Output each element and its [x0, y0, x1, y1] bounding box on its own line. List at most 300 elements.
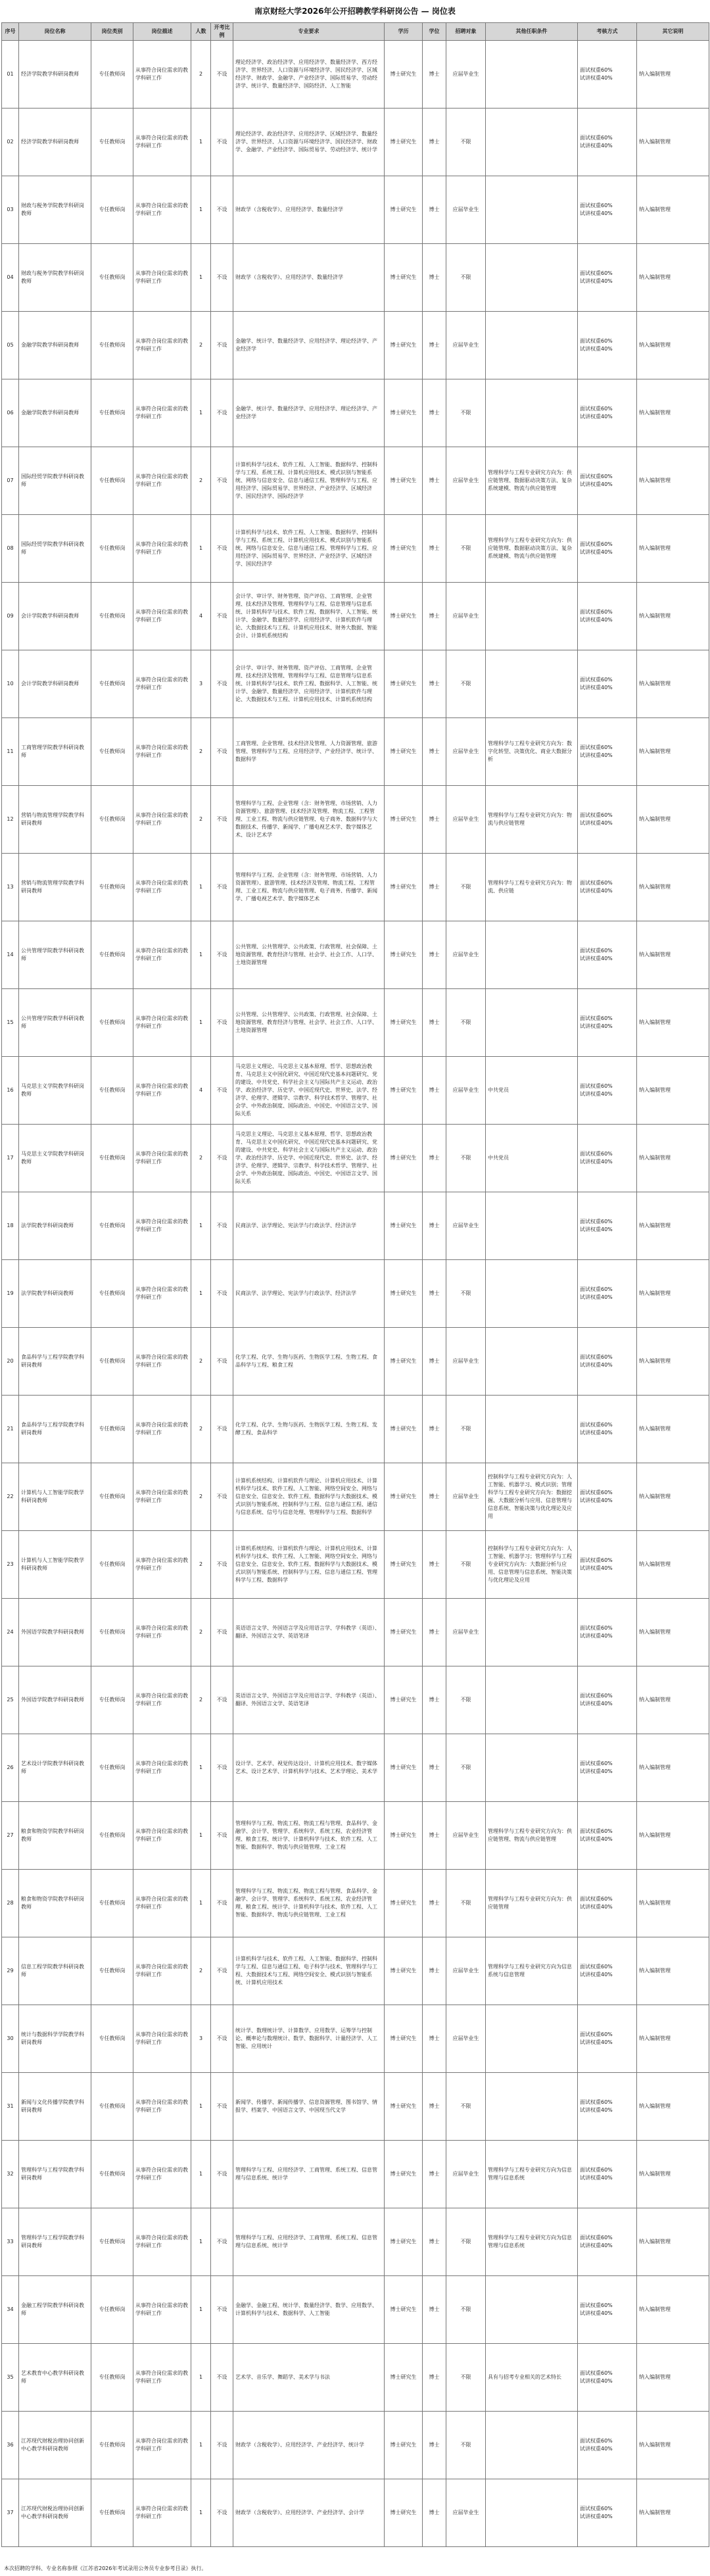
- cell-name: 国际经贸学院教学科研岗教师: [19, 447, 91, 515]
- cell-major: 统计学、数理统计学、计算数学、应用数学、运筹学与控制论、概率论与数理统计、数学、数据科学、计量经济学、人工智能、应用统计: [233, 2005, 385, 2073]
- table-row: [2, 244, 709, 312]
- cell-description: 从事符合岗位需求的教学科研工作: [133, 1734, 191, 1802]
- cell-other: 管理科学与工程专业研究方向为信息系统与信息管理: [486, 1937, 578, 2005]
- cell-memo: 纳入编制管理: [637, 2479, 709, 2547]
- cell-no: 14: [2, 921, 19, 989]
- cell-major: 财政学（含税收学）、应用经济学、数量经济学: [233, 176, 385, 244]
- cell-degree: 博士: [423, 1802, 446, 1870]
- table-row: [2, 109, 709, 176]
- cell-exam: 面试权重60% 试讲权重40%: [578, 1802, 637, 1870]
- cell-other: 管理科学与工程专业研究方向为：数字化转型、决策优化、商业大数据分析: [486, 718, 578, 786]
- cell-category: 专任教师岗: [91, 1937, 133, 2005]
- cell-description: 从事符合岗位需求的教学科研工作: [133, 515, 191, 583]
- table-row: [2, 1599, 709, 1666]
- cell-name: 法学院教学科研岗教师: [19, 1192, 91, 1260]
- cell-name: 财政与税务学院教学科研岗教师: [19, 244, 91, 312]
- cell-other: [486, 312, 578, 379]
- cell-degree: 博士: [423, 786, 446, 854]
- cell-name: 外国语学院教学科研岗教师: [19, 1666, 91, 1734]
- cell-exam: 面试权重60% 试讲权重40%: [578, 1463, 637, 1531]
- cell-name: 粮食和物资学院教学科研岗教师: [19, 1870, 91, 1937]
- cell-degree: 博士: [423, 1125, 446, 1192]
- cell-ratio: 不设: [211, 1599, 233, 1666]
- cell-target: 不限: [446, 2073, 486, 2141]
- cell-target: 应届毕业生: [446, 583, 486, 650]
- cell-ratio: 不设: [211, 1734, 233, 1802]
- cell-education: 博士研究生: [385, 2276, 423, 2344]
- cell-name: 金融工程学院教学科研岗教师: [19, 2276, 91, 2344]
- positions-table: [1, 22, 709, 2547]
- cell-memo: 纳入编制管理: [637, 1599, 709, 1666]
- cell-exam: 面试权重60% 试讲权重40%: [578, 515, 637, 583]
- cell-description: 从事符合岗位需求的教学科研工作: [133, 2005, 191, 2073]
- cell-category: 专任教师岗: [91, 1396, 133, 1463]
- table-header-row: [2, 23, 709, 41]
- cell-category: 专任教师岗: [91, 312, 133, 379]
- cell-degree: 博士: [423, 1260, 446, 1328]
- cell-major: 民商法学、法学理论、宪法学与行政法学、经济法学: [233, 1260, 385, 1328]
- cell-count: 1: [191, 921, 211, 989]
- cell-exam: 面试权重60% 试讲权重40%: [578, 1870, 637, 1937]
- cell-exam: 面试权重60% 试讲权重40%: [578, 2276, 637, 2344]
- cell-description: 从事符合岗位需求的教学科研工作: [133, 921, 191, 989]
- cell-category: 专任教师岗: [91, 2479, 133, 2547]
- cell-other: [486, 921, 578, 989]
- table-row: [2, 786, 709, 854]
- cell-ratio: 不设: [211, 1937, 233, 2005]
- cell-degree: 博士: [423, 854, 446, 921]
- cell-other: [486, 2412, 578, 2479]
- cell-exam: 面试权重60% 试讲权重40%: [578, 2412, 637, 2479]
- cell-degree: 博士: [423, 2208, 446, 2276]
- cell-degree: 博士: [423, 1531, 446, 1599]
- cell-degree: 博士: [423, 2005, 446, 2073]
- cell-major: 管理科学与工程、物流工程、物流工程与管理、食品科学、金融学、会计学、管理学、系统科学、系统工程、农业经济管理、粮食工程、统计学、计算机科学与技术、软件工程、人工智能、数据科学、物流与供应链管理、工业工程: [233, 1870, 385, 1937]
- cell-description: 从事符合岗位需求的教学科研工作: [133, 650, 191, 718]
- table-row: [2, 1666, 709, 1734]
- table-row: [2, 1937, 709, 2005]
- header-memo: 其它说明: [637, 23, 709, 41]
- cell-major: 艺术学、音乐学、舞蹈学、美术学与书法: [233, 2344, 385, 2412]
- cell-name: 公共管理学院教学科研岗教师: [19, 989, 91, 1057]
- cell-degree: 博士: [423, 2276, 446, 2344]
- cell-category: 专任教师岗: [91, 1599, 133, 1666]
- cell-major: 化学工程、化学、生物与医药、生物医学工程、生物工程、发酵工程、食品科学: [233, 1396, 385, 1463]
- cell-degree: 博士: [423, 515, 446, 583]
- cell-other: [486, 379, 578, 447]
- cell-exam: 面试权重60% 试讲权重40%: [578, 447, 637, 515]
- cell-target: 应届毕业生: [446, 1328, 486, 1396]
- cell-major: 计算机系统结构、计算机软件与理论、计算机应用技术、计算机科学与技术、软件工程、人工智能、网络空间安全、网络与信息安全、信息安全、软件工程、数据科学与大数据技术、模式识别与智能系统、控制科学与工程、信息与通信工程、管理科学与工程、数据科学: [233, 1531, 385, 1599]
- cell-exam: 面试权重60% 试讲权重40%: [578, 2208, 637, 2276]
- cell-major: 管理科学与工程、物流工程、物流工程与管理、食品科学、金融学、会计学、管理学、系统科学、系统工程、农业经济管理、粮食工程、统计学、计算机科学与技术、软件工程、人工智能、数据科学、物流与供应链管理、工业工程: [233, 1802, 385, 1870]
- cell-ratio: 不设: [211, 515, 233, 583]
- cell-memo: 纳入编制管理: [637, 2141, 709, 2208]
- cell-category: 专任教师岗: [91, 379, 133, 447]
- cell-major: 会计学、审计学、财务管理、资产评估、工商管理、企业管理、技术经济及管理、管理科学与工程、信息管理与信息系统、计算机科学与技术、软件工程、数据科学、人工智能、统计学、金融学、数量经济学、应用经济学、计算机软件与理论、大数据技术与工程、计算机应用技术、财务大数据、智能会计、计算机系统结构: [233, 583, 385, 650]
- cell-memo: 纳入编制管理: [637, 718, 709, 786]
- cell-memo: 纳入编制管理: [637, 41, 709, 109]
- cell-exam: 面试权重60% 试讲权重40%: [578, 1328, 637, 1396]
- cell-exam: 面试权重60% 试讲权重40%: [578, 1057, 637, 1125]
- cell-memo: 纳入编制管理: [637, 244, 709, 312]
- cell-education: 博士研究生: [385, 2208, 423, 2276]
- cell-memo: 纳入编制管理: [637, 2208, 709, 2276]
- table-body: [2, 41, 709, 2547]
- cell-count: 1: [191, 2344, 211, 2412]
- cell-education: 博士研究生: [385, 854, 423, 921]
- cell-category: 专任教师岗: [91, 2141, 133, 2208]
- cell-description: 从事符合岗位需求的教学科研工作: [133, 989, 191, 1057]
- cell-description: 从事符合岗位需求的教学科研工作: [133, 1260, 191, 1328]
- cell-name: 粮食和物资学院教学科研岗教师: [19, 1802, 91, 1870]
- cell-description: 从事符合岗位需求的教学科研工作: [133, 1328, 191, 1396]
- cell-exam: 面试权重60% 试讲权重40%: [578, 1531, 637, 1599]
- cell-major: 设计学、艺术学、视觉传达设计、计算机应用技术、数字媒体艺术、设计艺术学、计算机科学与技术、艺术学理论、美术学: [233, 1734, 385, 1802]
- cell-no: 37: [2, 2479, 19, 2547]
- cell-ratio: 不设: [211, 41, 233, 109]
- header-description: 岗位描述: [133, 23, 191, 41]
- cell-category: 专任教师岗: [91, 1125, 133, 1192]
- cell-exam: 面试权重60% 试讲权重40%: [578, 379, 637, 447]
- table-row: [2, 515, 709, 583]
- cell-name: 外国语学院教学科研岗教师: [19, 1599, 91, 1666]
- cell-education: 博士研究生: [385, 1599, 423, 1666]
- cell-no: 28: [2, 1870, 19, 1937]
- cell-category: 专任教师岗: [91, 989, 133, 1057]
- cell-description: 从事符合岗位需求的教学科研工作: [133, 1599, 191, 1666]
- table-row: [2, 1396, 709, 1463]
- cell-ratio: 不设: [211, 854, 233, 921]
- cell-category: 专任教师岗: [91, 718, 133, 786]
- cell-count: 2: [191, 1937, 211, 2005]
- cell-description: 从事符合岗位需求的教学科研工作: [133, 718, 191, 786]
- cell-exam: 面试权重60% 试讲权重40%: [578, 1192, 637, 1260]
- table-row: [2, 1531, 709, 1599]
- cell-other: [486, 109, 578, 176]
- cell-degree: 博士: [423, 1870, 446, 1937]
- cell-no: 27: [2, 1802, 19, 1870]
- cell-category: 专任教师岗: [91, 1260, 133, 1328]
- cell-target: 应届毕业生: [446, 1802, 486, 1870]
- table-row: [2, 2412, 709, 2479]
- header-exam: 考核方式: [578, 23, 637, 41]
- cell-exam: 面试权重60% 试讲权重40%: [578, 1666, 637, 1734]
- cell-memo: 纳入编制管理: [637, 2005, 709, 2073]
- cell-no: 24: [2, 1599, 19, 1666]
- cell-ratio: 不设: [211, 2344, 233, 2412]
- cell-name: 计算机与人工智能学院教学科研岗教师: [19, 1463, 91, 1531]
- cell-no: 05: [2, 312, 19, 379]
- cell-memo: 纳入编制管理: [637, 2412, 709, 2479]
- cell-name: 工商管理学院教学科研岗教师: [19, 718, 91, 786]
- cell-target: 不限: [446, 2344, 486, 2412]
- cell-major: 英语语言文学、外国语言学及应用语言学、学科教学（英语）、翻译、外国语言文学、英语笔译: [233, 1666, 385, 1734]
- cell-target: 应届毕业生: [446, 1057, 486, 1125]
- cell-memo: 纳入编制管理: [637, 176, 709, 244]
- cell-major: 化学工程、化学、生物与医药、生物医学工程、生物工程、食品科学与工程、粮食工程: [233, 1328, 385, 1396]
- cell-count: 1: [191, 379, 211, 447]
- cell-category: 专任教师岗: [91, 515, 133, 583]
- table-row: [2, 2276, 709, 2344]
- cell-degree: 博士: [423, 41, 446, 109]
- cell-ratio: 不设: [211, 2005, 233, 2073]
- cell-ratio: 不设: [211, 1531, 233, 1599]
- cell-target: 应届毕业生: [446, 312, 486, 379]
- cell-name: 马克思主义学院教学科研岗教师: [19, 1125, 91, 1192]
- cell-degree: 博士: [423, 109, 446, 176]
- cell-name: 计算机与人工智能学院教学科研岗教师: [19, 1531, 91, 1599]
- cell-major: 英语语言文学、外国语言学及应用语言学、学科教学（英语）、翻译、外国语言文学、英语笔译: [233, 1599, 385, 1666]
- cell-ratio: 不设: [211, 2276, 233, 2344]
- cell-target: 不限: [446, 2208, 486, 2276]
- cell-other: 管理科学与工程专业研究方向为信息管理与信息系统: [486, 2141, 578, 2208]
- cell-exam: 面试权重60% 试讲权重40%: [578, 2141, 637, 2208]
- table-row: [2, 1057, 709, 1125]
- cell-name: 艺术教育中心教学科研岗教师: [19, 2344, 91, 2412]
- cell-name: 新闻与文化传播学院教学科研岗教师: [19, 2073, 91, 2141]
- cell-target: 不限: [446, 515, 486, 583]
- cell-no: 03: [2, 176, 19, 244]
- cell-ratio: 不设: [211, 1870, 233, 1937]
- cell-exam: 面试权重60% 试讲权重40%: [578, 718, 637, 786]
- cell-count: 1: [191, 1192, 211, 1260]
- table-row: [2, 1463, 709, 1531]
- cell-major: 计算机科学与技术、软件工程、人工智能、数据科学、控制科学与工程、系统工程、计算机应用技术、模式识别与智能系统、网络与信息安全、信息与通信工程、管理科学与工程、应用经济学、国际贸易学、世界经济、产业经济学、区域经济学、国民经济学、国际经济学: [233, 447, 385, 515]
- cell-name: 食品科学与工程学院教学科研岗教师: [19, 1328, 91, 1396]
- cell-education: 博士研究生: [385, 379, 423, 447]
- table-row: [2, 1260, 709, 1328]
- cell-major: 马克思主义理论、马克思主义基本原理、哲学、思想政治教育、马克思主义中国化研究、中国近现代史基本问题研究、党的建设、中共党史、科学社会主义与国际共产主义运动、政治学、政治经济学、历史学、中国近现代史、世界史、法学、经济学、伦理学、逻辑学、宗教学、科学技术哲学、管理学、社会学、中外政治制度、国际政治、中国史、中国语言文学、国际关系: [233, 1057, 385, 1125]
- cell-education: 博士研究生: [385, 2479, 423, 2547]
- cell-category: 专任教师岗: [91, 650, 133, 718]
- cell-count: 2: [191, 1328, 211, 1396]
- cell-ratio: 不设: [211, 1057, 233, 1125]
- cell-target: 应届毕业生: [446, 786, 486, 854]
- cell-memo: 纳入编制管理: [637, 1531, 709, 1599]
- cell-name: 法学院教学科研岗教师: [19, 1260, 91, 1328]
- cell-degree: 博士: [423, 583, 446, 650]
- header-education: 学历: [385, 23, 423, 41]
- cell-other: [486, 2073, 578, 2141]
- cell-memo: 纳入编制管理: [637, 1463, 709, 1531]
- cell-no: 36: [2, 2412, 19, 2479]
- cell-target: 应届毕业生: [446, 2141, 486, 2208]
- cell-exam: 面试权重60% 试讲权重40%: [578, 1125, 637, 1192]
- cell-major: 金融学、统计学、数量经济学、应用经济学、理论经济学、产业经济学: [233, 379, 385, 447]
- table-row: [2, 1192, 709, 1260]
- cell-memo: 纳入编制管理: [637, 2073, 709, 2141]
- cell-exam: 面试权重60% 试讲权重40%: [578, 786, 637, 854]
- cell-other: [486, 1734, 578, 1802]
- cell-memo: 纳入编制管理: [637, 650, 709, 718]
- cell-category: 专任教师岗: [91, 1328, 133, 1396]
- cell-memo: 纳入编制管理: [637, 447, 709, 515]
- cell-no: 09: [2, 583, 19, 650]
- header-major: 专业要求: [233, 23, 385, 41]
- cell-ratio: 不设: [211, 1125, 233, 1192]
- cell-target: 应届毕业生: [446, 921, 486, 989]
- cell-major: 公共管理、公共管理学、公共政策、行政管理、社会保障、土地资源管理、教育经济与管理、社会学、社会工作、人口学、土地资源管理: [233, 989, 385, 1057]
- cell-education: 博士研究生: [385, 312, 423, 379]
- cell-name: 会计学院教学科研岗教师: [19, 650, 91, 718]
- cell-ratio: 不设: [211, 2479, 233, 2547]
- cell-description: 从事符合岗位需求的教学科研工作: [133, 447, 191, 515]
- cell-description: 从事符合岗位需求的教学科研工作: [133, 1870, 191, 1937]
- cell-major: 马克思主义理论、马克思主义基本原理、哲学、思想政治教育、马克思主义中国化研究、中国近现代史基本问题研究、党的建设、中共党史、科学社会主义与国际共产主义运动、政治学、政治经济学、历史学、中国近现代史、世界史、法学、经济学、伦理学、逻辑学、宗教学、科学技术哲学、管理学、社会学、中外政治制度、国际政治、中国史、中国语言文学、国际关系: [233, 1125, 385, 1192]
- cell-description: 从事符合岗位需求的教学科研工作: [133, 2344, 191, 2412]
- cell-target: 不限: [446, 1260, 486, 1328]
- cell-other: 管理科学与工程专业研究方向为：供应链管理、数据驱动决策方法、复杂系统建模、物流与供应链管理: [486, 515, 578, 583]
- cell-no: 35: [2, 2344, 19, 2412]
- cell-no: 04: [2, 244, 19, 312]
- cell-exam: 面试权重60% 试讲权重40%: [578, 312, 637, 379]
- cell-other: 中共党员: [486, 1125, 578, 1192]
- table-row: [2, 1328, 709, 1396]
- cell-category: 专任教师岗: [91, 1870, 133, 1937]
- cell-count: 2: [191, 786, 211, 854]
- cell-degree: 博士: [423, 921, 446, 989]
- table-row: [2, 1734, 709, 1802]
- cell-major: 新闻学、传播学、新闻传播学、信息资源管理、图书馆学、情报学、档案学、中国语言文学、中国现当代文学: [233, 2073, 385, 2141]
- cell-degree: 博士: [423, 718, 446, 786]
- cell-ratio: 不设: [211, 2141, 233, 2208]
- cell-education: 博士研究生: [385, 2141, 423, 2208]
- cell-education: 博士研究生: [385, 1328, 423, 1396]
- cell-exam: 面试权重60% 试讲权重40%: [578, 244, 637, 312]
- cell-target: 应届毕业生: [446, 41, 486, 109]
- cell-other: [486, 2005, 578, 2073]
- cell-other: [486, 989, 578, 1057]
- cell-other: 管理科学与工程专业研究方向为信息管理与信息系统: [486, 2208, 578, 2276]
- cell-count: 1: [191, 2141, 211, 2208]
- cell-category: 专任教师岗: [91, 1531, 133, 1599]
- cell-education: 博士研究生: [385, 515, 423, 583]
- cell-description: 从事符合岗位需求的教学科研工作: [133, 109, 191, 176]
- cell-major: 计算机科学与技术、软件工程、人工智能、数据科学、控制科学与工程、系统工程、计算机应用技术、模式识别与智能系统、网络与信息安全、信息与通信工程、管理科学与工程、应用经济学、国际贸易学、世界经济、产业经济学、区域经济学、国民经济学: [233, 515, 385, 583]
- cell-target: 不限: [446, 1734, 486, 1802]
- cell-ratio: 不设: [211, 1192, 233, 1260]
- cell-degree: 博士: [423, 312, 446, 379]
- cell-other: 管理科学与工程专业研究方向为：供应链管理: [486, 1870, 578, 1937]
- cell-degree: 博士: [423, 1463, 446, 1531]
- cell-ratio: 不设: [211, 1666, 233, 1734]
- cell-exam: 面试权重60% 试讲权重40%: [578, 1937, 637, 2005]
- cell-education: 博士研究生: [385, 447, 423, 515]
- cell-memo: 纳入编制管理: [637, 515, 709, 583]
- cell-target: 应届毕业生: [446, 2479, 486, 2547]
- cell-exam: 面试权重60% 试讲权重40%: [578, 2073, 637, 2141]
- cell-education: 博士研究生: [385, 2344, 423, 2412]
- cell-exam: 面试权重60% 试讲权重40%: [578, 2344, 637, 2412]
- cell-major: 管理科学与工程、企业管理（含：财务管理、市场营销、人力资源管理）、旅游管理、技术经济及管理、物流工程、工程管理、工业工程、物流与供应链管理、电子商务、传播学、新闻学、广播电视艺术学、数字媒体艺术: [233, 854, 385, 921]
- cell-memo: 纳入编制管理: [637, 583, 709, 650]
- cell-no: 06: [2, 379, 19, 447]
- cell-count: 3: [191, 2005, 211, 2073]
- cell-memo: 纳入编制管理: [637, 379, 709, 447]
- cell-ratio: 不设: [211, 1260, 233, 1328]
- cell-count: 3: [191, 650, 211, 718]
- cell-description: 从事符合岗位需求的教学科研工作: [133, 176, 191, 244]
- cell-count: 1: [191, 854, 211, 921]
- cell-degree: 博士: [423, 447, 446, 515]
- table-row: [2, 447, 709, 515]
- cell-description: 从事符合岗位需求的教学科研工作: [133, 1802, 191, 1870]
- cell-target: 不限: [446, 109, 486, 176]
- table-row: [2, 1125, 709, 1192]
- cell-target: 不限: [446, 650, 486, 718]
- cell-category: 专任教师岗: [91, 583, 133, 650]
- cell-education: 博士研究生: [385, 176, 423, 244]
- cell-education: 博士研究生: [385, 1802, 423, 1870]
- cell-memo: 纳入编制管理: [637, 109, 709, 176]
- cell-education: 博士研究生: [385, 718, 423, 786]
- cell-education: 博士研究生: [385, 1192, 423, 1260]
- cell-no: 30: [2, 2005, 19, 2073]
- cell-education: 博士研究生: [385, 1260, 423, 1328]
- cell-other: [486, 1260, 578, 1328]
- cell-ratio: 不设: [211, 447, 233, 515]
- cell-count: 1: [191, 2276, 211, 2344]
- cell-education: 博士研究生: [385, 989, 423, 1057]
- cell-education: 博士研究生: [385, 1870, 423, 1937]
- cell-name: 公共管理学院教学科研岗教师: [19, 921, 91, 989]
- cell-ratio: 不设: [211, 312, 233, 379]
- cell-no: 13: [2, 854, 19, 921]
- cell-degree: 博士: [423, 2141, 446, 2208]
- cell-name: 食品科学与工程学院教学科研岗教师: [19, 1396, 91, 1463]
- cell-name: 财政与税务学院教学科研岗教师: [19, 176, 91, 244]
- cell-description: 从事符合岗位需求的教学科研工作: [133, 1396, 191, 1463]
- cell-no: 10: [2, 650, 19, 718]
- cell-other: 中共党员: [486, 1057, 578, 1125]
- cell-category: 专任教师岗: [91, 2344, 133, 2412]
- cell-count: 1: [191, 515, 211, 583]
- cell-other: 具有与招考专业相关的艺术特长: [486, 2344, 578, 2412]
- cell-description: 从事符合岗位需求的教学科研工作: [133, 583, 191, 650]
- cell-degree: 博士: [423, 1734, 446, 1802]
- cell-other: 控制科学与工程专业研究方向为：人工智能、机器学习、模式识别；管理科学与工程专业研究方向为：数据挖掘、大数据分析与应用、信息管理与信息系统、智能决策与优化理论及应用: [486, 1463, 578, 1531]
- cell-category: 专任教师岗: [91, 1057, 133, 1125]
- cell-name: 马克思主义学院教学科研岗教师: [19, 1057, 91, 1125]
- cell-description: 从事符合岗位需求的教学科研工作: [133, 2276, 191, 2344]
- cell-count: 1: [191, 1260, 211, 1328]
- cell-education: 博士研究生: [385, 109, 423, 176]
- cell-target: 不限: [446, 2412, 486, 2479]
- cell-category: 专任教师岗: [91, 2005, 133, 2073]
- cell-other: [486, 1666, 578, 1734]
- table-row: [2, 41, 709, 109]
- cell-target: 应届毕业生: [446, 718, 486, 786]
- cell-count: 2: [191, 41, 211, 109]
- cell-major: 管理科学与工程、应用经济学、工商管理、系统工程、信息管理与信息系统、统计学: [233, 2208, 385, 2276]
- cell-degree: 博士: [423, 379, 446, 447]
- cell-other: [486, 583, 578, 650]
- cell-category: 专任教师岗: [91, 447, 133, 515]
- footnote: 本次招聘的学科、专业名称参照《江苏省2026年考试录用公务员专业参考目录》执行。: [4, 2565, 207, 2571]
- cell-description: 从事符合岗位需求的教学科研工作: [133, 1531, 191, 1599]
- cell-no: 15: [2, 989, 19, 1057]
- cell-memo: 纳入编制管理: [637, 1192, 709, 1260]
- cell-education: 博士研究生: [385, 244, 423, 312]
- cell-count: 2: [191, 718, 211, 786]
- cell-education: 博士研究生: [385, 786, 423, 854]
- cell-description: 从事符合岗位需求的教学科研工作: [133, 1937, 191, 2005]
- header-degree: 学位: [423, 23, 446, 41]
- cell-exam: 面试权重60% 试讲权重40%: [578, 1260, 637, 1328]
- cell-name: 国际经贸学院教学科研岗教师: [19, 515, 91, 583]
- header-no: 序号: [2, 23, 19, 41]
